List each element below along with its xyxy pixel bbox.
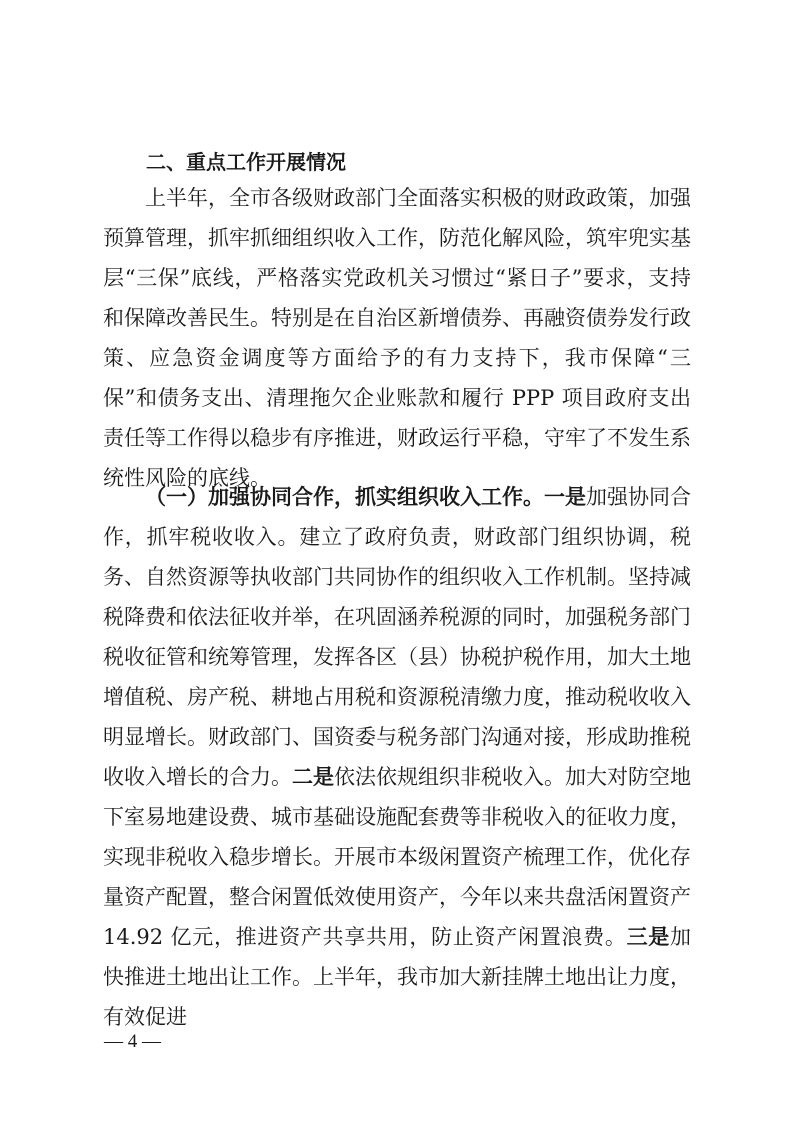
text-first: 加强协同合作，抓牢税收收入。建立了政府负责，财政部门组织协调，税务、自然资源等执收部门共同协作的组织收入工作机制。坚持减税降费和依法征收并举，在巩固涵养税源的同时，加强税务部门税收征管和统筹管理，发挥各区（县）协税护税作用，加大土地增值税、房产税、耕地占用税和资源税清缴力度，推动税收收入明显增长。财政部门、国资委与税务部门沟通对接，形成助推税收收入增长的合力。 [103,485,691,789]
marker-third: 三是 [626,925,670,949]
text-second: 依法依规组织非税收入。加大对防空地下室易地建设费、城市基础设施配套费等非税收入的征收力度，实现非税收入稳步增长。开展市本级闲置资产梳理工作，优化存量资产配置，整合闲置低效使用资产，今年以来共盘活闲置资产 14.92 亿元，推进资产共享共用，防止资产闲置浪费。 [103,765,691,949]
marker-second: 二是 [292,765,334,789]
marker-first: 一是 [544,485,586,509]
subsection-title: （一）加强协同合作，抓实组织收入工作。 [145,484,544,509]
page-number: — 4 — [104,1031,161,1052]
paragraph-overview: 上半年，全市各级财政部门全面落实积极的财政政策，加强预算管理，抓牢抓细组织收入工作，防范化解风险，筑牢兜实基层“三保”底线，严格落实党政机关习惯过“紧日子”要求，支持和保障改善民生。特别是在自治区新增债券、再融资债券发行政策、应急资金调度等方面给予的有力支持下，我市保障“三保”和债务支出、清理拖欠企业账款和履行 PPP 项目政府支出责任等工作得以稳步有序推进，财政运行平稳，守牢了不发生系统性风险的底线。 [103,186,691,490]
paragraph-revenue-work [103,477,691,1037]
section-heading: 二、重点工作开展情况 [146,150,346,174]
text-third: 加快推进土地出让工作。上半年，我市加大新挂牌土地出让力度，有效促进 [103,925,691,1029]
